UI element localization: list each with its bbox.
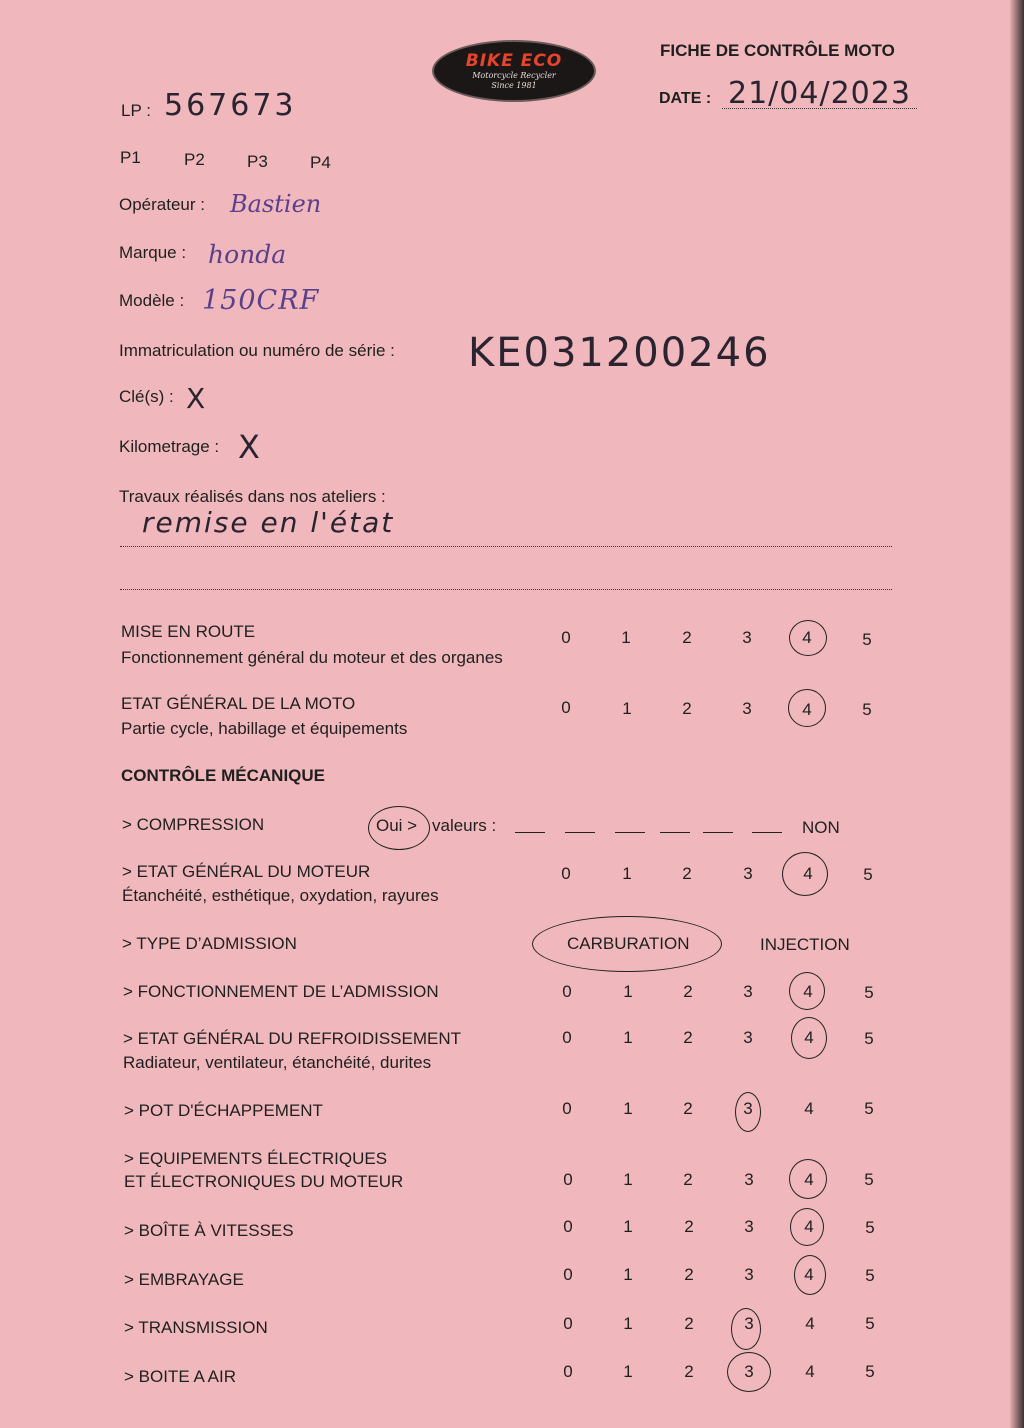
rating-2[interactable]: 2: [683, 982, 693, 1001]
rating-3[interactable]: 3: [743, 1099, 753, 1118]
selected-circle: [794, 1255, 826, 1295]
rating-3[interactable]: 3: [742, 628, 752, 647]
rating-2[interactable]: 2: [684, 1265, 694, 1284]
rating-4[interactable]: 4: [803, 864, 813, 883]
cooling-subtitle: Radiateur, ventilateur, étanchéité, durites: [123, 1053, 432, 1072]
rating-5[interactable]: 5: [864, 1170, 874, 1189]
rating-5[interactable]: 5: [865, 1314, 875, 1333]
rating-4[interactable]: 4: [804, 1217, 814, 1236]
rating-0[interactable]: 0: [562, 1099, 572, 1118]
rating-5[interactable]: 5: [864, 1099, 874, 1118]
selected-circle: [789, 1159, 827, 1199]
selected-circle: [789, 972, 825, 1010]
rating-2[interactable]: 2: [682, 699, 692, 718]
rating-1[interactable]: 1: [623, 982, 633, 1001]
rating-4[interactable]: 4: [802, 628, 812, 647]
value-slot-6[interactable]: [752, 832, 782, 833]
serial-label: Immatriculation ou numéro de série :: [119, 341, 395, 360]
rating-0[interactable]: 0: [563, 1362, 573, 1381]
rating-4[interactable]: 4: [805, 1362, 815, 1381]
form-title: FICHE DE CONTRÔLE MOTO: [660, 41, 895, 60]
operator-label: Opérateur :: [119, 195, 205, 214]
position-p3[interactable]: P3: [247, 152, 268, 171]
rating-2[interactable]: 2: [683, 1099, 693, 1118]
rating-2[interactable]: 2: [682, 864, 692, 883]
rating-0[interactable]: 0: [561, 628, 571, 647]
position-p1[interactable]: P1: [120, 148, 141, 167]
work-value[interactable]: remise en l'état: [142, 506, 395, 539]
startup-subtitle: Fonctionnement général du moteur et des organes: [121, 648, 503, 667]
exhaust-title: > POT D'ÉCHAPPEMENT: [124, 1101, 323, 1120]
rating-1[interactable]: 1: [623, 1028, 633, 1047]
rating-3[interactable]: 3: [744, 1314, 754, 1333]
startup-title: MISE EN ROUTE: [121, 622, 256, 641]
logo-tagline: Motorcycle Recycler: [472, 71, 556, 80]
rating-3[interactable]: 3: [744, 1265, 754, 1284]
rating-4[interactable]: 4: [804, 1170, 814, 1189]
rating-2[interactable]: 2: [684, 1217, 694, 1236]
electrical-title: > EQUIPEMENTS ÉLECTRIQUES: [124, 1149, 388, 1168]
rating-5[interactable]: 5: [865, 1362, 875, 1381]
rating-0[interactable]: 0: [561, 864, 571, 883]
selected-circle: [790, 1208, 824, 1246]
selected-circle: [735, 1092, 761, 1132]
rating-5[interactable]: 5: [862, 630, 872, 649]
intake-type-carburation[interactable]: CARBURATION: [567, 934, 690, 953]
value-slot-5[interactable]: [703, 832, 733, 833]
compression-values-label: valeurs :: [432, 816, 497, 835]
rating-0[interactable]: 0: [563, 1265, 573, 1284]
rating-4[interactable]: 4: [803, 982, 813, 1001]
rating-0[interactable]: 0: [562, 982, 572, 1001]
gearbox-title: > BOÎTE À VITESSES: [124, 1221, 294, 1240]
value-slot-1[interactable]: [515, 832, 545, 833]
lp-label: LP :: [121, 101, 151, 120]
rating-3[interactable]: 3: [743, 864, 753, 883]
rating-2[interactable]: 2: [682, 628, 692, 647]
rating-5[interactable]: 5: [862, 700, 872, 719]
rating-2[interactable]: 2: [683, 1170, 693, 1189]
intake-type-injection[interactable]: INJECTION: [760, 935, 850, 954]
rating-3[interactable]: 3: [742, 699, 752, 718]
selected-circle: [368, 806, 430, 850]
selected-circle: [789, 620, 827, 656]
rating-3[interactable]: 3: [744, 1170, 754, 1189]
cooling-title: > ETAT GÉNÉRAL DU REFROIDISSEMENT: [123, 1029, 462, 1048]
keys-label: Clé(s) :: [119, 387, 174, 406]
electrical-subtitle: ET ÉLECTRONIQUES DU MOTEUR: [124, 1172, 404, 1191]
rating-2[interactable]: 2: [684, 1362, 694, 1381]
rating-4[interactable]: 4: [805, 1314, 815, 1333]
compression-label: > COMPRESSION: [122, 815, 265, 834]
rating-0[interactable]: 0: [563, 1217, 573, 1236]
mileage-value[interactable]: X: [238, 428, 260, 466]
compression-non[interactable]: NON: [802, 818, 840, 837]
work-label: Travaux réalisés dans nos ateliers :: [119, 487, 386, 506]
model-value[interactable]: 150CRF: [202, 285, 320, 316]
selected-circle: [532, 916, 722, 972]
rating-5[interactable]: 5: [864, 1029, 874, 1048]
rating-1[interactable]: 1: [623, 1314, 633, 1333]
rating-1[interactable]: 1: [623, 1362, 633, 1381]
work-line-1: [120, 546, 892, 547]
airbox-title: > BOITE A AIR: [124, 1367, 236, 1386]
keys-value[interactable]: X: [186, 382, 206, 415]
bike-eco-logo: [432, 40, 596, 102]
rating-4[interactable]: 4: [804, 1099, 814, 1118]
rating-3[interactable]: 3: [744, 1362, 754, 1381]
rating-4[interactable]: 4: [802, 700, 812, 719]
rating-1[interactable]: 1: [622, 699, 632, 718]
rating-1[interactable]: 1: [623, 1099, 633, 1118]
selected-circle: [731, 1308, 761, 1350]
rating-5[interactable]: 5: [864, 983, 874, 1002]
rating-1[interactable]: 1: [623, 1170, 633, 1189]
selected-circle: [727, 1352, 771, 1392]
value-slot-2[interactable]: [565, 832, 595, 833]
rating-0[interactable]: 0: [563, 1314, 573, 1333]
value-slot-3[interactable]: [615, 832, 645, 833]
bike-state-subtitle: Partie cycle, habillage et équipements: [121, 719, 408, 738]
rating-2[interactable]: 2: [684, 1314, 694, 1333]
brand-value[interactable]: honda: [208, 240, 287, 269]
position-p2[interactable]: P2: [184, 150, 205, 169]
lp-value[interactable]: 567673: [164, 88, 297, 123]
mechanical-heading: CONTRÔLE MÉCANIQUE: [121, 766, 325, 785]
compression-oui[interactable]: Oui >: [376, 816, 418, 835]
rating-0[interactable]: 0: [562, 1028, 572, 1047]
serial-value[interactable]: KE031200246: [468, 330, 771, 376]
logo-since: Since 1981: [491, 81, 537, 90]
transmission-title: > TRANSMISSION: [124, 1318, 268, 1337]
value-slot-4[interactable]: [660, 832, 690, 833]
clutch-title: > EMBRAYAGE: [124, 1270, 244, 1289]
photo-edge-shadow: [1010, 0, 1024, 1428]
rating-1[interactable]: 1: [623, 1217, 633, 1236]
rating-5[interactable]: 5: [863, 865, 873, 884]
work-line-2: [120, 589, 892, 590]
rating-3[interactable]: 3: [743, 982, 753, 1001]
rating-3[interactable]: 3: [744, 1217, 754, 1236]
rating-0[interactable]: 0: [561, 698, 571, 717]
engine-title: > ETAT GÉNÉRAL DU MOTEUR: [122, 862, 371, 881]
intake-title: > FONCTIONNEMENT DE L’ADMISSION: [123, 982, 439, 1001]
rating-1[interactable]: 1: [623, 1265, 633, 1284]
position-p4[interactable]: P4: [310, 153, 331, 172]
intake-type-label: > TYPE D’ADMISSION: [122, 934, 297, 953]
rating-4[interactable]: 4: [804, 1265, 814, 1284]
rating-1[interactable]: 1: [621, 628, 631, 647]
rating-5[interactable]: 5: [865, 1218, 875, 1237]
date-value[interactable]: 21/04/2023: [728, 76, 911, 111]
selected-circle: [782, 852, 828, 896]
rating-4[interactable]: 4: [804, 1028, 814, 1047]
engine-subtitle: Étanchéité, esthétique, oxydation, rayures: [122, 886, 439, 905]
rating-5[interactable]: 5: [865, 1266, 875, 1285]
logo-name: BIKE ECO: [465, 51, 563, 71]
mileage-label: Kilometrage :: [119, 437, 220, 456]
rating-2[interactable]: 2: [683, 1028, 693, 1047]
selected-circle: [788, 689, 826, 727]
rating-0[interactable]: 0: [563, 1170, 573, 1189]
brand-label: Marque :: [119, 243, 187, 262]
model-label: Modèle :: [119, 291, 185, 310]
rating-3[interactable]: 3: [743, 1028, 753, 1047]
operator-value[interactable]: Bastien: [230, 190, 322, 218]
rating-1[interactable]: 1: [622, 864, 632, 883]
bike-state-title: ETAT GÉNÉRAL DE LA MOTO: [121, 694, 356, 713]
selected-circle: [791, 1017, 827, 1059]
date-label: DATE :: [659, 90, 712, 107]
